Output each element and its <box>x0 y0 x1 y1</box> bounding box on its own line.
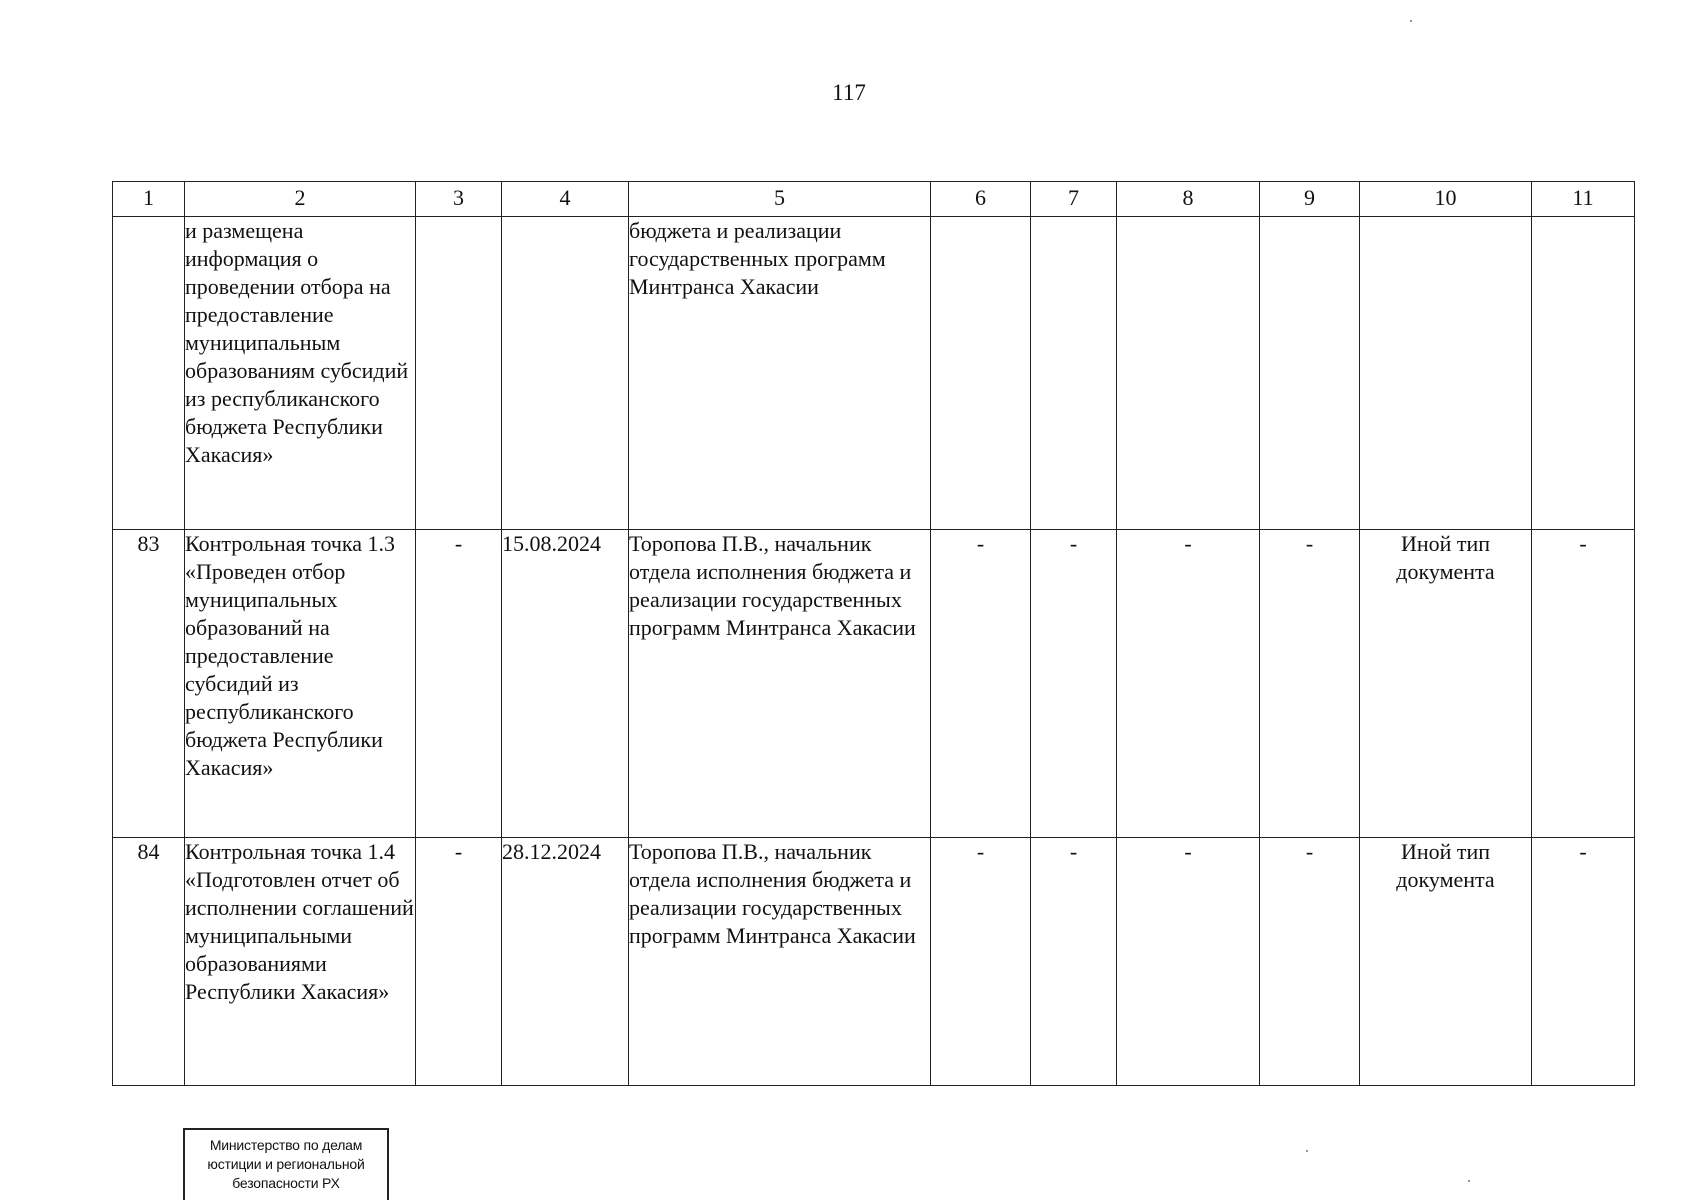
header-row <box>113 182 1635 217</box>
cell-empty <box>1360 217 1532 530</box>
header-col-2: 2 <box>185 182 416 217</box>
table-row-continuation <box>113 217 1635 530</box>
cell-empty <box>1117 217 1260 530</box>
header-col-1: 1 <box>113 182 185 217</box>
cell-col-8: - <box>1117 838 1260 1086</box>
cell-empty <box>1260 217 1360 530</box>
header-col-9: 9 <box>1260 182 1360 217</box>
table-row <box>113 838 1635 1086</box>
header-col-7: 7 <box>1031 182 1117 217</box>
registration-stamp <box>183 1128 389 1200</box>
cell-responsible-continued: бюджета и реализации государственных программ Минтранса Хакасии <box>629 217 931 530</box>
scan-speck <box>1306 1150 1308 1152</box>
plan-table <box>112 181 1635 1086</box>
cell-col-9: - <box>1260 530 1360 838</box>
header-col-10: 10 <box>1360 182 1532 217</box>
cell-name-continued: и размещена информация о проведении отбора на предоставление муниципальным образованиям субсидий из республиканского бюджета Республики Хакасия» <box>185 217 416 530</box>
cell-col-11: - <box>1532 838 1635 1086</box>
header-col-4: 4 <box>502 182 629 217</box>
cell-name: Контрольная точка 1.3 «Проведен отбор муниципальных образований на предоставление субсидий из республиканского бюджета Республики Хакасия» <box>185 530 416 838</box>
cell-col-6: - <box>931 838 1031 1086</box>
cell-empty <box>931 217 1031 530</box>
cell-responsible: Торопова П.В., начальник отдела исполнения бюджета и реализации государственных программ Минтранса Хакасии <box>629 530 931 838</box>
cell-col-9: - <box>1260 838 1360 1086</box>
cell-number: 84 <box>113 838 185 1086</box>
header-col-5: 5 <box>629 182 931 217</box>
page-number: 117 <box>832 80 866 105</box>
cell-responsible: Торопова П.В., начальник отдела исполнения бюджета и реализации государственных программ Минтранса Хакасии <box>629 838 931 1086</box>
cell-col-11: - <box>1532 530 1635 838</box>
cell-col-3: - <box>416 838 502 1086</box>
cell-col-7: - <box>1031 530 1117 838</box>
cell-number: 83 <box>113 530 185 838</box>
scan-speck <box>1468 1180 1470 1182</box>
header-col-8: 8 <box>1117 182 1260 217</box>
header-col-6: 6 <box>931 182 1031 217</box>
cell-empty <box>502 217 629 530</box>
cell-empty <box>1532 217 1635 530</box>
cell-col-7: - <box>1031 838 1117 1086</box>
cell-col-8: - <box>1117 530 1260 838</box>
stamp-line: безопасности РХ <box>232 1175 340 1191</box>
cell-empty <box>416 217 502 530</box>
cell-date: 28.12.2024 <box>502 838 629 1086</box>
scan-speck <box>1410 20 1412 22</box>
cell-empty <box>113 217 185 530</box>
header-col-11: 11 <box>1532 182 1635 217</box>
cell-empty <box>1031 217 1117 530</box>
cell-col-6: - <box>931 530 1031 838</box>
table-row <box>113 530 1635 838</box>
cell-doc-type: Иной тип документа <box>1360 838 1532 1086</box>
cell-col-3: - <box>416 530 502 838</box>
stamp-line: юстиции и региональной <box>207 1156 365 1172</box>
stamp-line: Министерство по делам <box>209 1137 363 1153</box>
cell-doc-type: Иной тип документа <box>1360 530 1532 838</box>
cell-date: 15.08.2024 <box>502 530 629 838</box>
cell-name: Контрольная точка 1.4 «Подготовлен отчет об исполнении соглашений муниципальными образованиями Республики Хакасия» <box>185 838 416 1086</box>
header-col-3: 3 <box>416 182 502 217</box>
